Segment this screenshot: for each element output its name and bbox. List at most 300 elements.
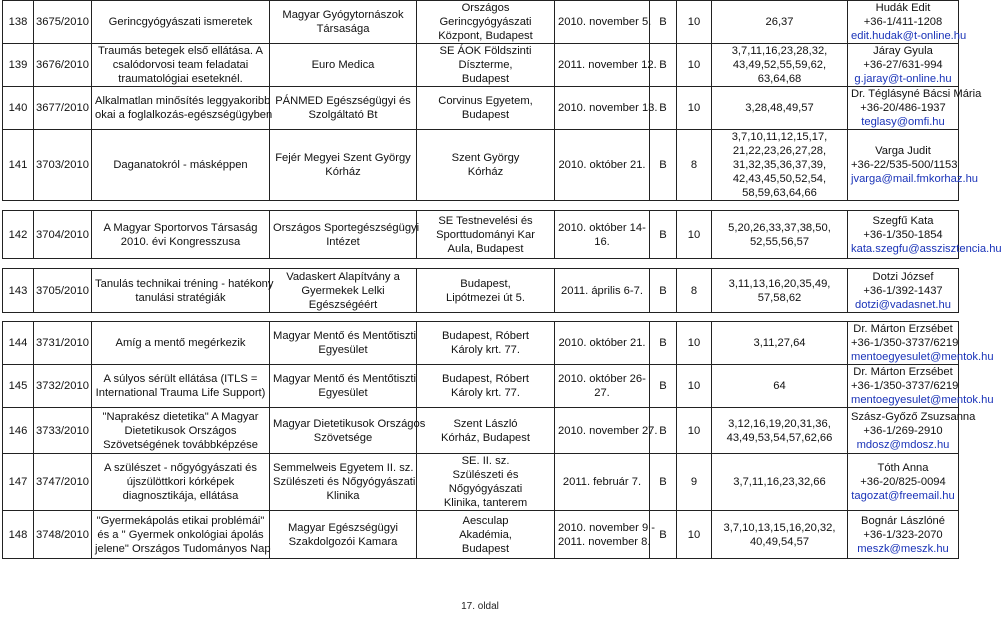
course-title-line: "Gyermekápolás etikai problémái" xyxy=(96,514,265,527)
contact-email-link[interactable]: tagozat@freemail.hu xyxy=(851,490,955,502)
contact xyxy=(848,130,979,201)
organizer-line: Szolgáltató Bt xyxy=(308,109,378,121)
organizer-line: Magyar Mentő és Mentőtiszti xyxy=(273,330,417,342)
row-number xyxy=(3,130,34,201)
venue xyxy=(417,211,555,259)
row-number xyxy=(3,322,34,365)
organizer xyxy=(270,511,417,559)
specialty-codes xyxy=(712,408,848,454)
specialty-codes-line: 21,22,23,26,27,28, xyxy=(732,145,827,157)
date-line: 2011. április 6-7. xyxy=(561,284,643,297)
course-table xyxy=(2,0,1002,559)
organizer-line: Egyesület xyxy=(318,344,368,356)
row-number xyxy=(3,365,34,408)
venue-line: Szent György xyxy=(451,152,520,164)
contact xyxy=(848,365,994,408)
date xyxy=(555,454,650,511)
venue xyxy=(417,44,555,87)
course-title xyxy=(92,44,270,87)
credit-points xyxy=(677,1,712,44)
contact-line: Szász-Győző Zsuzsanna xyxy=(851,410,976,423)
contact-line: +36-20/486-1937 xyxy=(860,102,946,114)
specialty-codes-line: 3,7,11,16,23,32,66 xyxy=(733,476,826,488)
course-title-line: és a " Gyermek onkológiai ápolás xyxy=(97,528,264,541)
specialty-codes-line: 3,7,10,11,12,15,17, xyxy=(731,131,828,143)
row-number-text: 138 xyxy=(8,16,28,28)
organizer-line: Országos Sportegészségügyi xyxy=(273,221,420,234)
venue-line: Budapest, Róbert xyxy=(441,373,530,385)
organizer xyxy=(270,87,417,130)
table-row xyxy=(3,322,959,365)
contact-line: +36-20/825-0094 xyxy=(860,476,946,488)
registration-number xyxy=(34,511,92,559)
table-row xyxy=(3,130,959,201)
row-number-text: 146 xyxy=(8,424,28,437)
course-title-line: Alkalmatlan minősítés leggyakoribb xyxy=(95,95,271,107)
credit-points-text: 10 xyxy=(687,380,701,392)
course-type xyxy=(650,511,677,559)
row-number xyxy=(3,87,34,130)
course-title-line: tanulási stratégiák xyxy=(135,291,226,304)
credit-points xyxy=(677,454,712,511)
venue-line: Budapest, Róbert xyxy=(441,330,530,342)
row-number xyxy=(3,44,34,87)
specialty-codes-line: 3,11,27,64 xyxy=(753,337,806,349)
contact-line: Járay Gyula xyxy=(873,45,933,57)
contact-line: +36-1/350-1854 xyxy=(863,228,943,241)
specialty-codes xyxy=(712,211,848,259)
contact-line: +36-1/411-1208 xyxy=(863,16,943,28)
credit-points xyxy=(677,130,712,201)
course-title xyxy=(92,365,270,408)
course-title-line: 2010. évi Kongresszusa xyxy=(120,235,241,248)
venue-line: Budapest xyxy=(461,542,510,555)
course-title-line: "Naprakész dietetika" A Magyar xyxy=(102,410,259,423)
contact-email-link[interactable]: dotzi@vadasnet.hu xyxy=(855,298,951,311)
contact-line: +36-1/269-2910 xyxy=(863,424,943,437)
venue-line: Kórház, Budapest xyxy=(441,431,530,444)
contact-email-link[interactable]: teglasy@omfi.hu xyxy=(861,116,945,128)
organizer xyxy=(270,1,417,44)
credit-points xyxy=(677,511,712,559)
registration-number xyxy=(34,408,92,454)
venue xyxy=(417,365,555,408)
organizer-line: PÁNMED Egészségügyi és xyxy=(275,95,411,107)
course-title-line: A Magyar Sportorvos Társaság xyxy=(103,221,258,234)
date xyxy=(555,130,650,201)
venue xyxy=(417,511,555,559)
specialty-codes-line: 43,49,53,54,57,62,66 xyxy=(726,431,833,444)
course-title-line: csalódorvosi team feladatai xyxy=(112,59,249,71)
course-title xyxy=(92,211,270,259)
date-line: 2010. október 21. xyxy=(558,337,646,349)
specialty-codes-line: 26,37 xyxy=(765,16,794,28)
contact-line: Tóth Anna xyxy=(877,462,929,474)
date-line: 2011. november 8. xyxy=(558,535,651,548)
contact-line: +36-1/350-3737/6219 xyxy=(851,380,959,392)
course-title-line: Szövetségének továbbképzése xyxy=(103,438,258,451)
contact-email-link[interactable]: kata.szegfu@asszisztencia.hu xyxy=(851,242,1002,255)
contact-line: Dr. Márton Erzsébet xyxy=(853,366,953,378)
row-number-text: 144 xyxy=(8,337,28,349)
organizer xyxy=(270,322,417,365)
table-row xyxy=(3,1,959,44)
organizer-line: Fejér Megyei Szent György xyxy=(275,152,411,164)
contact-line: Hudák Edit xyxy=(875,2,931,14)
contact xyxy=(848,211,1002,259)
row-number-text: 140 xyxy=(8,102,28,114)
credit-points-text: 10 xyxy=(687,337,701,349)
date xyxy=(555,408,658,454)
course-title-line: International Trauma Life Support) xyxy=(95,387,266,399)
registration-number-text: 3748/2010 xyxy=(36,528,89,541)
organizer-line: Kórház xyxy=(325,166,361,178)
venue xyxy=(417,1,555,44)
credit-points xyxy=(677,365,712,408)
table-row xyxy=(3,365,959,408)
course-type-text: B xyxy=(659,380,667,392)
specialty-codes-line: 52,55,56,57 xyxy=(749,235,810,248)
credit-points-text: 10 xyxy=(687,528,701,541)
venue-line: SE Testnevelési és xyxy=(438,214,533,227)
date-line: 2010. november 9 - xyxy=(558,521,656,534)
organizer xyxy=(270,44,417,87)
venue-line: Klinika, tanterem xyxy=(443,497,528,509)
contact-line: +36-27/631-994 xyxy=(863,59,943,71)
credit-points-text: 10 xyxy=(687,59,701,71)
contact-line: Varga Judit xyxy=(875,145,931,157)
venue-line: Gerincgyógyászati xyxy=(439,16,532,28)
row-number-text: 142 xyxy=(8,228,28,241)
venue-line: SE ÁOK Földszinti xyxy=(439,45,532,57)
table-row xyxy=(3,454,959,511)
date-line: 2011. február 7. xyxy=(562,476,642,488)
course-title-line: A szülészet - nőgyógyászati és xyxy=(104,462,257,474)
course-title-line: Amíg a mentő megérkezik xyxy=(115,337,246,349)
venue-line: Budapest xyxy=(461,109,510,121)
row-number xyxy=(3,454,34,511)
venue-line: Károly krt. 77. xyxy=(450,387,520,399)
course-type-text: B xyxy=(659,284,667,297)
venue-line: Nőgyógyászati xyxy=(448,483,523,495)
specialty-codes xyxy=(712,365,848,408)
specialty-codes-line: 3,12,16,19,20,31,36, xyxy=(728,417,831,430)
course-title-line: traumatológiai eseteknél. xyxy=(118,73,243,85)
row-number-text: 145 xyxy=(8,380,28,392)
organizer xyxy=(270,130,417,201)
organizer-line: Magyar Gyógytornászok xyxy=(282,9,404,21)
course-title-line: A súlyos sérült ellátása (ITLS = xyxy=(103,373,258,385)
row-spacer xyxy=(3,313,959,322)
contact-line: Dr. Márton Erzsébet xyxy=(853,323,953,335)
registration-number xyxy=(34,87,92,130)
course-title-line: diagnosztikája, ellátása xyxy=(122,490,239,502)
table-row xyxy=(3,269,959,313)
course-type xyxy=(650,454,677,511)
table-row xyxy=(3,408,959,454)
row-number xyxy=(3,269,34,313)
course-type-text: B xyxy=(659,476,667,488)
credit-points xyxy=(677,322,712,365)
registration-number xyxy=(34,269,92,313)
course-type-text: B xyxy=(659,159,667,171)
table-body xyxy=(3,1,1002,559)
registration-number xyxy=(34,454,92,511)
date xyxy=(555,211,650,259)
specialty-codes-line: 31,32,35,36,37,39, xyxy=(732,159,827,171)
venue xyxy=(417,130,555,201)
course-title xyxy=(92,511,270,559)
venue-line: Károly krt. 77. xyxy=(450,344,520,356)
row-number xyxy=(3,408,34,454)
contact-email-link[interactable]: mentoegyesulet@mentok.hu xyxy=(851,351,994,363)
date xyxy=(555,1,650,44)
course-title xyxy=(92,1,270,44)
venue-line: Corvinus Egyetem, xyxy=(438,95,533,107)
date xyxy=(555,44,657,87)
venue-line: Kórház xyxy=(467,166,504,178)
registration-number-text: 3732/2010 xyxy=(36,380,89,392)
row-number-text: 141 xyxy=(8,159,28,171)
credit-points xyxy=(677,211,712,259)
specialty-codes-line: 3,11,13,16,20,35,49, xyxy=(728,277,831,290)
date xyxy=(555,269,650,313)
course-type-text: B xyxy=(659,59,667,71)
spacer-cell xyxy=(3,313,959,322)
credit-points-text: 8 xyxy=(690,159,698,171)
organizer xyxy=(270,454,417,511)
specialty-codes-line: 3,7,10,13,15,16,20,32, xyxy=(723,521,836,534)
specialty-codes xyxy=(712,44,848,87)
credit-points-text: 9 xyxy=(690,476,698,488)
organizer-line: Társasága xyxy=(316,23,370,35)
course-type xyxy=(650,269,677,313)
specialty-codes xyxy=(712,1,848,44)
contact-line: +36-1/350-3737/6219 xyxy=(851,337,959,349)
credit-points xyxy=(677,44,712,87)
row-number xyxy=(3,211,34,259)
contact xyxy=(848,87,982,130)
contact xyxy=(848,1,967,44)
specialty-codes xyxy=(712,130,848,201)
organizer-line: Euro Medica xyxy=(311,59,375,71)
venue-line: Budapest, xyxy=(460,277,511,290)
registration-number-text: 3675/2010 xyxy=(36,16,89,28)
organizer xyxy=(270,211,420,259)
course-type-text: B xyxy=(659,424,667,437)
course-title-line: Gerincgyógyászati ismeretek xyxy=(108,16,253,28)
course-type xyxy=(650,365,677,408)
organizer-line: Magyar Dietetikusok Országos xyxy=(273,417,426,430)
registration-number-text: 3677/2010 xyxy=(36,102,89,114)
registration-number-text: 3731/2010 xyxy=(36,337,89,349)
date-line: 2010. november 27. xyxy=(558,424,658,437)
spacer-cell xyxy=(3,201,959,211)
course-title xyxy=(92,408,270,454)
row-number-text: 148 xyxy=(8,528,28,541)
contact-email-link[interactable]: edit.hudak@t-online.hu xyxy=(851,30,967,42)
course-title xyxy=(92,269,274,313)
date xyxy=(555,87,658,130)
contact-line: +36-22/535-500/1153 xyxy=(851,159,958,171)
organizer xyxy=(270,408,426,454)
page-number: 17. oldal xyxy=(461,601,499,612)
specialty-codes-line: 3,7,11,16,23,28,32, xyxy=(731,45,828,57)
registration-number-text: 3704/2010 xyxy=(36,228,89,241)
date-line: 16. xyxy=(594,235,610,248)
course-type xyxy=(650,322,677,365)
registration-number-text: 3705/2010 xyxy=(36,284,89,297)
organizer-line: Semmelweis Egyetem II. sz. xyxy=(273,462,414,474)
row-spacer xyxy=(3,259,959,269)
organizer-line: Vadaskert Alapítvány a xyxy=(286,270,400,283)
date xyxy=(555,511,656,559)
registration-number xyxy=(34,322,92,365)
venue-line: Országos xyxy=(461,2,510,14)
organizer xyxy=(270,269,417,313)
date xyxy=(555,365,650,408)
organizer-line: Klinika xyxy=(326,490,360,502)
row-number-text: 143 xyxy=(8,284,28,297)
contact xyxy=(848,454,959,511)
contact xyxy=(848,511,959,559)
contact xyxy=(848,408,976,454)
course-title-line: Traumás betegek első ellátása. A xyxy=(97,45,263,57)
spacer-cell xyxy=(3,259,959,269)
course-title-line: Dietetikusok Országos xyxy=(124,424,237,437)
contact-email-link[interactable]: g.jaray@t-online.hu xyxy=(854,73,952,85)
specialty-codes-line: 58,59,63,64,66 xyxy=(742,187,817,199)
specialty-codes-line: 42,43,45,50,52,54, xyxy=(732,173,827,185)
contact-line: Szegfű Kata xyxy=(872,214,934,227)
specialty-codes-line: 57,58,62 xyxy=(757,291,802,304)
venue xyxy=(417,454,555,511)
course-title-line: újszülöttkori kórképek xyxy=(126,476,235,488)
course-type-text: B xyxy=(659,102,667,114)
date-line: 2010. október 21. xyxy=(558,159,646,171)
venue-line: Lipótmezei út 5. xyxy=(446,291,525,304)
venue-line: SE. II. sz. xyxy=(461,455,510,467)
specialty-codes xyxy=(712,322,848,365)
course-type-text: B xyxy=(659,228,667,241)
specialty-codes xyxy=(712,87,848,130)
contact-email-link[interactable]: jvarga@mail.fmkorhaz.hu xyxy=(851,173,979,185)
venue-line: Akadémia, xyxy=(459,528,512,541)
registration-number xyxy=(34,1,92,44)
date-line: 27. xyxy=(594,387,610,399)
specialty-codes-line: 5,20,26,33,37,38,50, xyxy=(728,221,831,234)
registration-number xyxy=(34,365,92,408)
venue-line: Díszterme, xyxy=(458,59,513,71)
table-row xyxy=(3,511,959,559)
course-title-line: okai a foglalkozás-egészségügyben xyxy=(95,109,273,121)
registration-number-text: 3733/2010 xyxy=(36,424,89,437)
course-type-text: B xyxy=(659,337,667,349)
row-number-text: 139 xyxy=(8,59,28,71)
credit-points-text: 10 xyxy=(687,228,701,241)
specialty-codes-line: 64 xyxy=(773,380,786,392)
course-title-line: Tanulás technikai tréning - hatékony xyxy=(95,277,274,290)
course-title-line: jelene" Országos Tudományos Nap xyxy=(95,542,271,555)
row-spacer xyxy=(3,201,959,211)
registration-number-text: 3703/2010 xyxy=(36,159,89,171)
credit-points-text: 10 xyxy=(687,16,701,28)
course-title xyxy=(92,130,270,201)
registration-number xyxy=(34,130,92,201)
credit-points xyxy=(677,87,712,130)
table-row xyxy=(3,87,959,130)
credit-points xyxy=(677,408,712,454)
table-row xyxy=(3,211,959,259)
date-line: 2010. november 5. xyxy=(558,16,652,28)
organizer-line: Magyar Mentő és Mentőtiszti xyxy=(273,373,417,385)
course-type xyxy=(650,1,677,44)
contact-line: +36-1/323-2070 xyxy=(863,528,943,541)
organizer xyxy=(270,365,417,408)
organizer-line: Intézet xyxy=(326,235,360,248)
course-type xyxy=(650,130,677,201)
specialty-codes-line: 3,28,48,49,57 xyxy=(745,102,814,114)
credit-points-text: 8 xyxy=(690,284,698,297)
contact-email-link[interactable]: meszk@meszk.hu xyxy=(857,542,949,555)
venue xyxy=(417,87,555,130)
contact-line: Dr. Téglásyné Bácsi Mária xyxy=(851,88,982,100)
venue-line: Aula, Budapest xyxy=(447,242,524,255)
organizer-line: Szülészeti és Nőgyógyászati xyxy=(273,476,416,488)
course-title xyxy=(92,454,270,511)
specialty-codes xyxy=(712,269,848,313)
specialty-codes-line: 40,49,54,57 xyxy=(749,535,810,548)
venue xyxy=(417,408,555,454)
date-line: 2010. október 26- xyxy=(558,373,646,385)
venue-line: Központ, Budapest xyxy=(438,30,533,42)
specialty-codes-line: 43,49,52,55,59,62, xyxy=(732,59,827,71)
table-row xyxy=(3,44,959,87)
contact-line: Bognár Lászlóné xyxy=(861,514,945,527)
organizer-line: Egészségéért xyxy=(308,298,378,311)
course-title xyxy=(92,322,270,365)
specialty-codes xyxy=(712,454,848,511)
row-number-text: 147 xyxy=(8,476,28,488)
row-number xyxy=(3,511,34,559)
venue-line: Szülészeti és xyxy=(452,469,519,481)
specialty-codes-line: 63,64,68 xyxy=(757,73,802,85)
organizer-line: Egyesület xyxy=(318,387,368,399)
row-number xyxy=(3,1,34,44)
contact xyxy=(848,44,959,87)
credit-points-text: 10 xyxy=(687,102,701,114)
venue-line: Aesculap xyxy=(462,514,509,527)
date-line: 2010. november 13. xyxy=(558,102,658,114)
contact-email-link[interactable]: mdosz@mdosz.hu xyxy=(856,438,950,451)
registration-number xyxy=(34,44,92,87)
course-type-text: B xyxy=(659,528,667,541)
venue xyxy=(417,322,555,365)
course-type-text: B xyxy=(659,16,667,28)
registration-number-text: 3676/2010 xyxy=(36,59,89,71)
course-title-line: Daganatokról - másképpen xyxy=(113,159,248,171)
organizer-line: Magyar Egészségügyi xyxy=(287,521,399,534)
contact-line: +36-1/392-1437 xyxy=(863,284,943,297)
venue xyxy=(417,269,555,313)
date xyxy=(555,322,650,365)
date-line: 2011. november 12. xyxy=(558,59,657,71)
contact-email-link[interactable]: mentoegyesulet@mentok.hu xyxy=(851,394,994,406)
specialty-codes xyxy=(712,511,848,559)
organizer-line: Szakdolgozói Kamara xyxy=(288,535,398,548)
venue-line: Sporttudományi Kar xyxy=(436,228,535,241)
contact xyxy=(848,322,994,365)
